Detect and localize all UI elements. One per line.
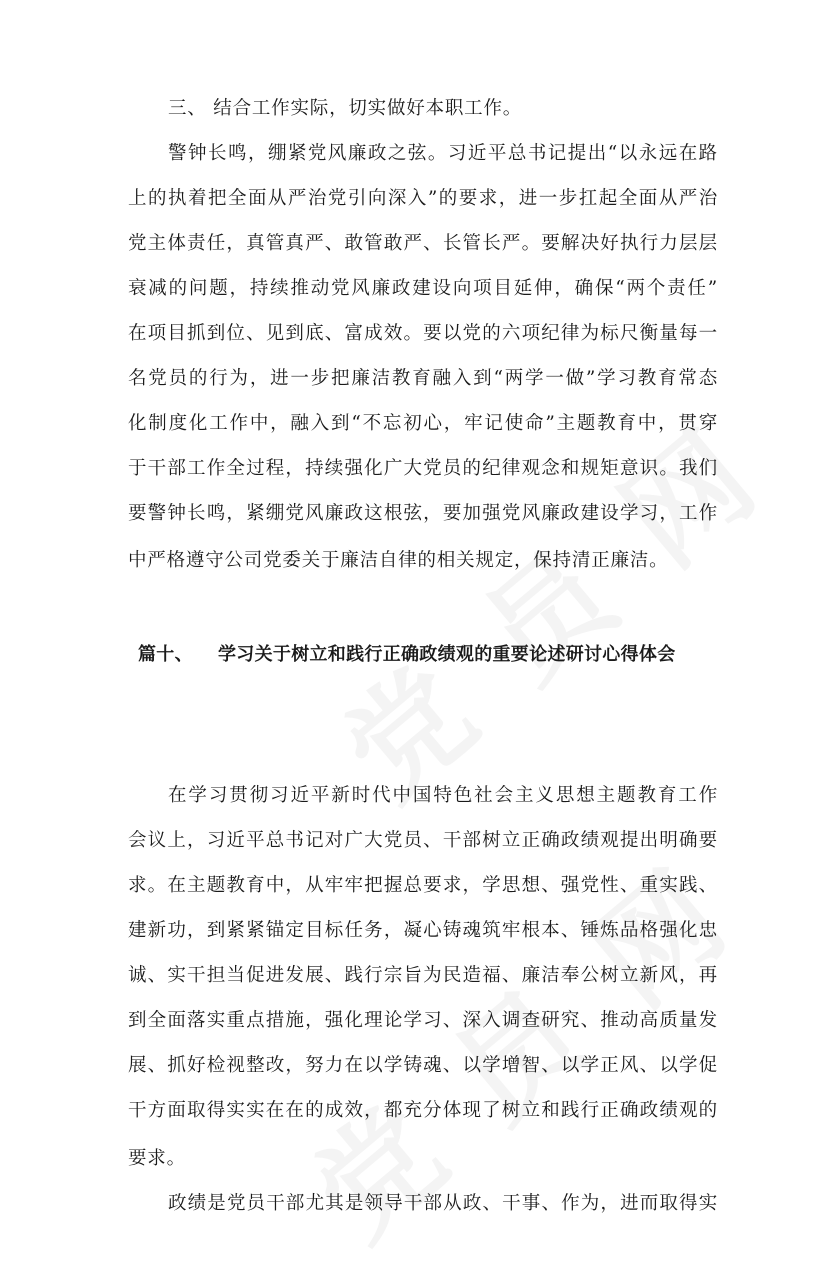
paragraph-line: 在学习贯彻习近平新时代中国特色社会主义思想主题教育工作 [168,785,718,806]
paragraph-line: 中严格遵守公司党委关于廉洁自律的相关规定，保持清正廉洁。 [128,550,669,571]
article-title: 学习关于树立和践行正确政绩观的重要论述研讨心得体会 [218,644,676,665]
paragraph-line: 干方面取得实实在在的成效，都充分体现了树立和践行正确政绩观的 [128,1100,718,1121]
paragraph-line: 求。在主题教育中，从牢牢把握总要求，学思想、强党性、重实践、 [128,875,718,896]
paragraph-line: 展、抓好检视整改，努力在以学铸魂、以学增智、以学正风、以学促 [128,1055,718,1076]
paragraph-line: 建新功，到紧紧锚定目标任务，凝心铸魂筑牢根本、锤炼品格强化忠 [128,920,718,941]
paragraph-line: 名党员的行为，进一步把廉洁教育融入到“两学一做”学习教育常态 [128,368,718,389]
paragraph-line: 警钟长鸣，绷紧党风廉政之弦。习近平总书记提出“以永远在路 [168,143,718,164]
article-label: 篇十、 [138,644,193,665]
paragraph-line: 在项目抓到位、见到底、富成效。要以党的六项纪律为标尺衡量每一 [128,323,718,344]
paragraph-line: 到全面落实重点措施，强化理论学习、深入调查研究、推动高质量发 [128,1010,718,1031]
paragraph-line: 会议上，习近平总书记对广大党员、干部树立正确政绩观提出明确要 [128,830,718,851]
paragraph-line: 化制度化工作中，融入到“不忘初心，牢记使命”主题教育中，贯穿 [128,413,718,434]
paragraph-line: 党主体责任，真管真严、敢管敢严、长管长严。要解决好执行力层层 [128,233,718,254]
article-heading [138,640,738,666]
paragraph-line: 要警钟长鸣，紧绷党风廉政这根弦，要加强党风廉政建设学习，工作 [128,503,718,524]
section-title: 三、 结合工作实际，切实做好本职工作。 [168,98,523,119]
paragraph-line: 政绩是党员干部尤其是领导干部从政、干事、作为，进而取得实 [168,1193,718,1214]
paragraph-line: 上的执着把全面从严治党引向深入”的要求，进一步扛起全面从严治 [128,188,718,209]
paragraph-line: 要求。 [128,1148,186,1169]
paragraph-line: 衰减的问题，持续推动党风廉政建设向项目延伸，确保“两个责任” [128,278,718,299]
paragraph-line: 诚、实干担当促进发展、践行宗旨为民造福、廉洁奉公树立新风，再 [128,965,718,986]
paragraph-line: 于干部工作全过程，持续强化广大党员的纪律观念和规矩意识。我们 [128,458,718,479]
watermark [302,381,791,830]
